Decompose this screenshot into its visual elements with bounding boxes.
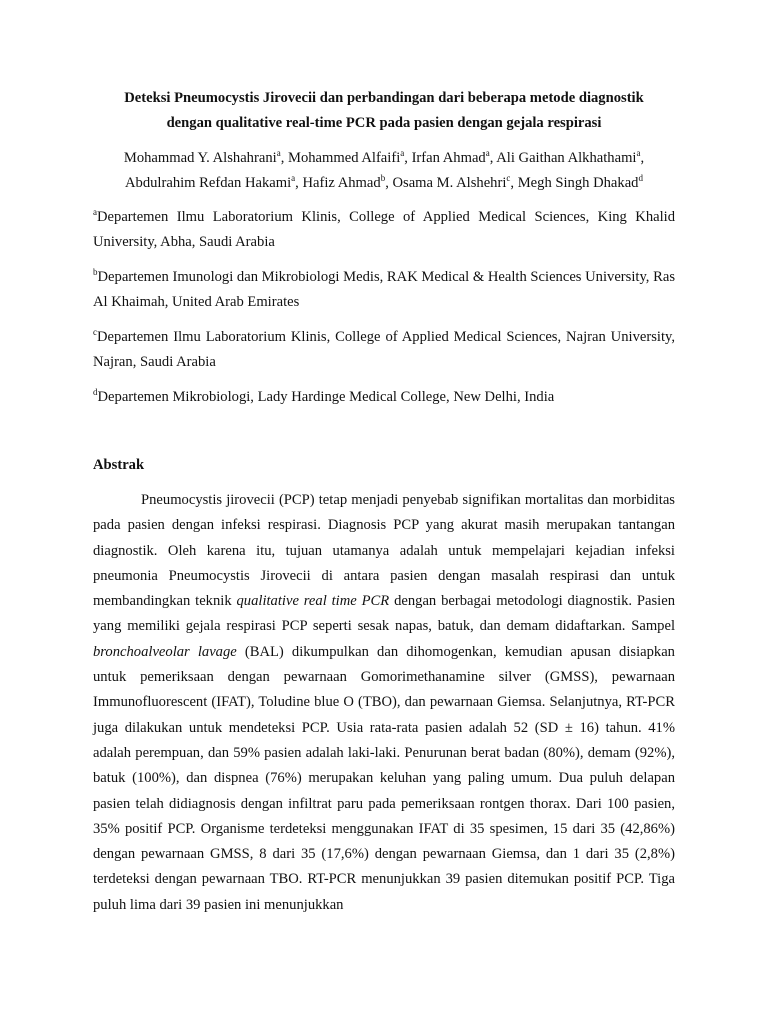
author-affiliation-mark: d <box>638 173 643 184</box>
author-affiliation-mark: a <box>485 148 490 159</box>
author-affiliation-mark: a <box>400 148 405 159</box>
author-name: Megh Singh Dhakad <box>517 175 639 191</box>
affiliation-b <box>93 265 675 315</box>
affiliation-mark: a <box>93 207 97 218</box>
abstract-heading: Abstrak <box>93 457 145 473</box>
abstract-text-part-3: (BAL) dikumpulkan dan dihomogenkan, kemudian apusan disiapkan untuk pemeriksaan dengan pewarnaan Gomorimethanamine silver (GMSS), pewarnaan Immunofluorescent (IFAT), Toludine blue O (TBO), dan pewarnaan Giemsa. Selanjutnya, RT-PCR juga dilakukan untuk mendeteksi PCP. Usia rata-rata pasien adalah 52 (SD ± 16) tahun. 41% adalah perempuan, dan 59% pasien adalah laki-laki. Penurunan berat badan (80%), demam (92%), batuk (100%), dan dispnea (76%) merupakan keluhan yang paling umum. Dua puluh delapan pasien telah didiagnosis dengan infiltrat paru pada pemeriksaan rontgen thorax. Dari 100 pasien, 35% positif PCP. Organisme terdeteksi menggunakan IFAT di 35 spesimen, 15 dari 35 (42,86%) dengan pewarnaan GMSS, 8 dari 35 (17,6%) dengan pewarnaan Giemsa, dan 1 dari 35 (2,8%) terdeteksi dengan pewarnaan TBO. RT-PCR menunjukkan 39 pasien ditemukan positif PCP. Tiga puluh lima dari 39 pasien ini menunjukkan <box>93 643 675 913</box>
affiliation-mark: c <box>93 327 97 338</box>
author-name: Hafiz Ahmad <box>302 175 381 191</box>
author-separator: , <box>385 175 393 191</box>
author-name: Mohammad Y. Alshahrani <box>123 150 277 166</box>
author-name: Osama M. Alshehri <box>392 175 507 191</box>
abstract-paragraph <box>93 488 675 918</box>
affiliation-text: Departemen Ilmu Laboratorium Klinis, College of Applied Medical Sciences, Najran University, Najran, Saudi Arabia <box>93 329 675 370</box>
paper-title-line-1: Deteksi Pneumocystis Jirovecii dan perbandingan dari beberapa metode diagnostik <box>124 90 644 106</box>
author-affiliation-mark: a <box>636 148 641 159</box>
affiliation-a <box>93 205 675 255</box>
abstract-text-part-1: Pneumocystis jirovecii (PCP) tetap menjadi penyebab signifikan mortalitas dan morbiditas pada pasien dengan infeksi respirasi. Diagnosis PCP yang akurat masih merupakan tantangan diagnostik. Oleh karena itu, tujuan utamanya adalah untuk mempelajari kejadian infeksi pneumonia Pneumocystis Jirovecii di antara pasien dengan masalah respirasi dan untuk membandingkan teknik <box>93 492 675 610</box>
paper-title-line-2: dengan qualitative real-time PCR pada pasien dengan gejala respirasi <box>166 115 602 131</box>
author-separator: , <box>280 150 288 166</box>
affiliation-text: Departemen Mikrobiologi, Lady Hardinge Medical College, New Delhi, India <box>97 389 555 405</box>
author-name: Abdulrahim Refdan Hakami <box>125 175 292 191</box>
author-separator: , <box>510 175 518 191</box>
author-separator: , <box>295 175 303 191</box>
affiliation-mark: d <box>93 387 98 398</box>
abstract-text-part-2: dengan berbagai metodologi diagnostik. Pasien yang memiliki gejala respirasi PCP seperti sesak napas, batuk, dan demam didaftarkan. Sampel <box>93 593 675 635</box>
author-affiliation-mark: a <box>291 173 296 184</box>
author-affiliation-mark: b <box>380 173 386 184</box>
affiliation-text: Departemen Ilmu Laboratorium Klinis, College of Applied Medical Sciences, King Khalid University, Abha, Saudi Arabia <box>93 209 675 250</box>
affiliation-d <box>93 385 675 410</box>
author-name: Irfan Ahmad <box>411 150 486 166</box>
affiliation-mark: b <box>93 267 98 278</box>
affiliation-c <box>93 325 675 375</box>
author-affiliation-mark: c <box>506 173 511 184</box>
affiliation-text: Departemen Imunologi dan Mikrobiologi Medis, RAK Medical & Health Sciences University, Ras Al Khaimah, United Arab Emirates <box>93 269 675 310</box>
author-name: Ali Gaithan Alkhathami <box>496 150 637 166</box>
paper-title <box>93 86 675 136</box>
author-separator: , <box>640 150 645 166</box>
author-list <box>93 146 675 196</box>
author-name: Mohammed Alfaifi <box>287 150 401 166</box>
author-separator: , <box>489 150 497 166</box>
abstract-emphasis-bal: bronchoalveolar lavage <box>93 643 237 660</box>
abstract-emphasis-qpcr: qualitative real time PCR <box>236 593 390 610</box>
author-affiliation-mark: a <box>276 148 281 159</box>
author-separator: , <box>404 150 412 166</box>
